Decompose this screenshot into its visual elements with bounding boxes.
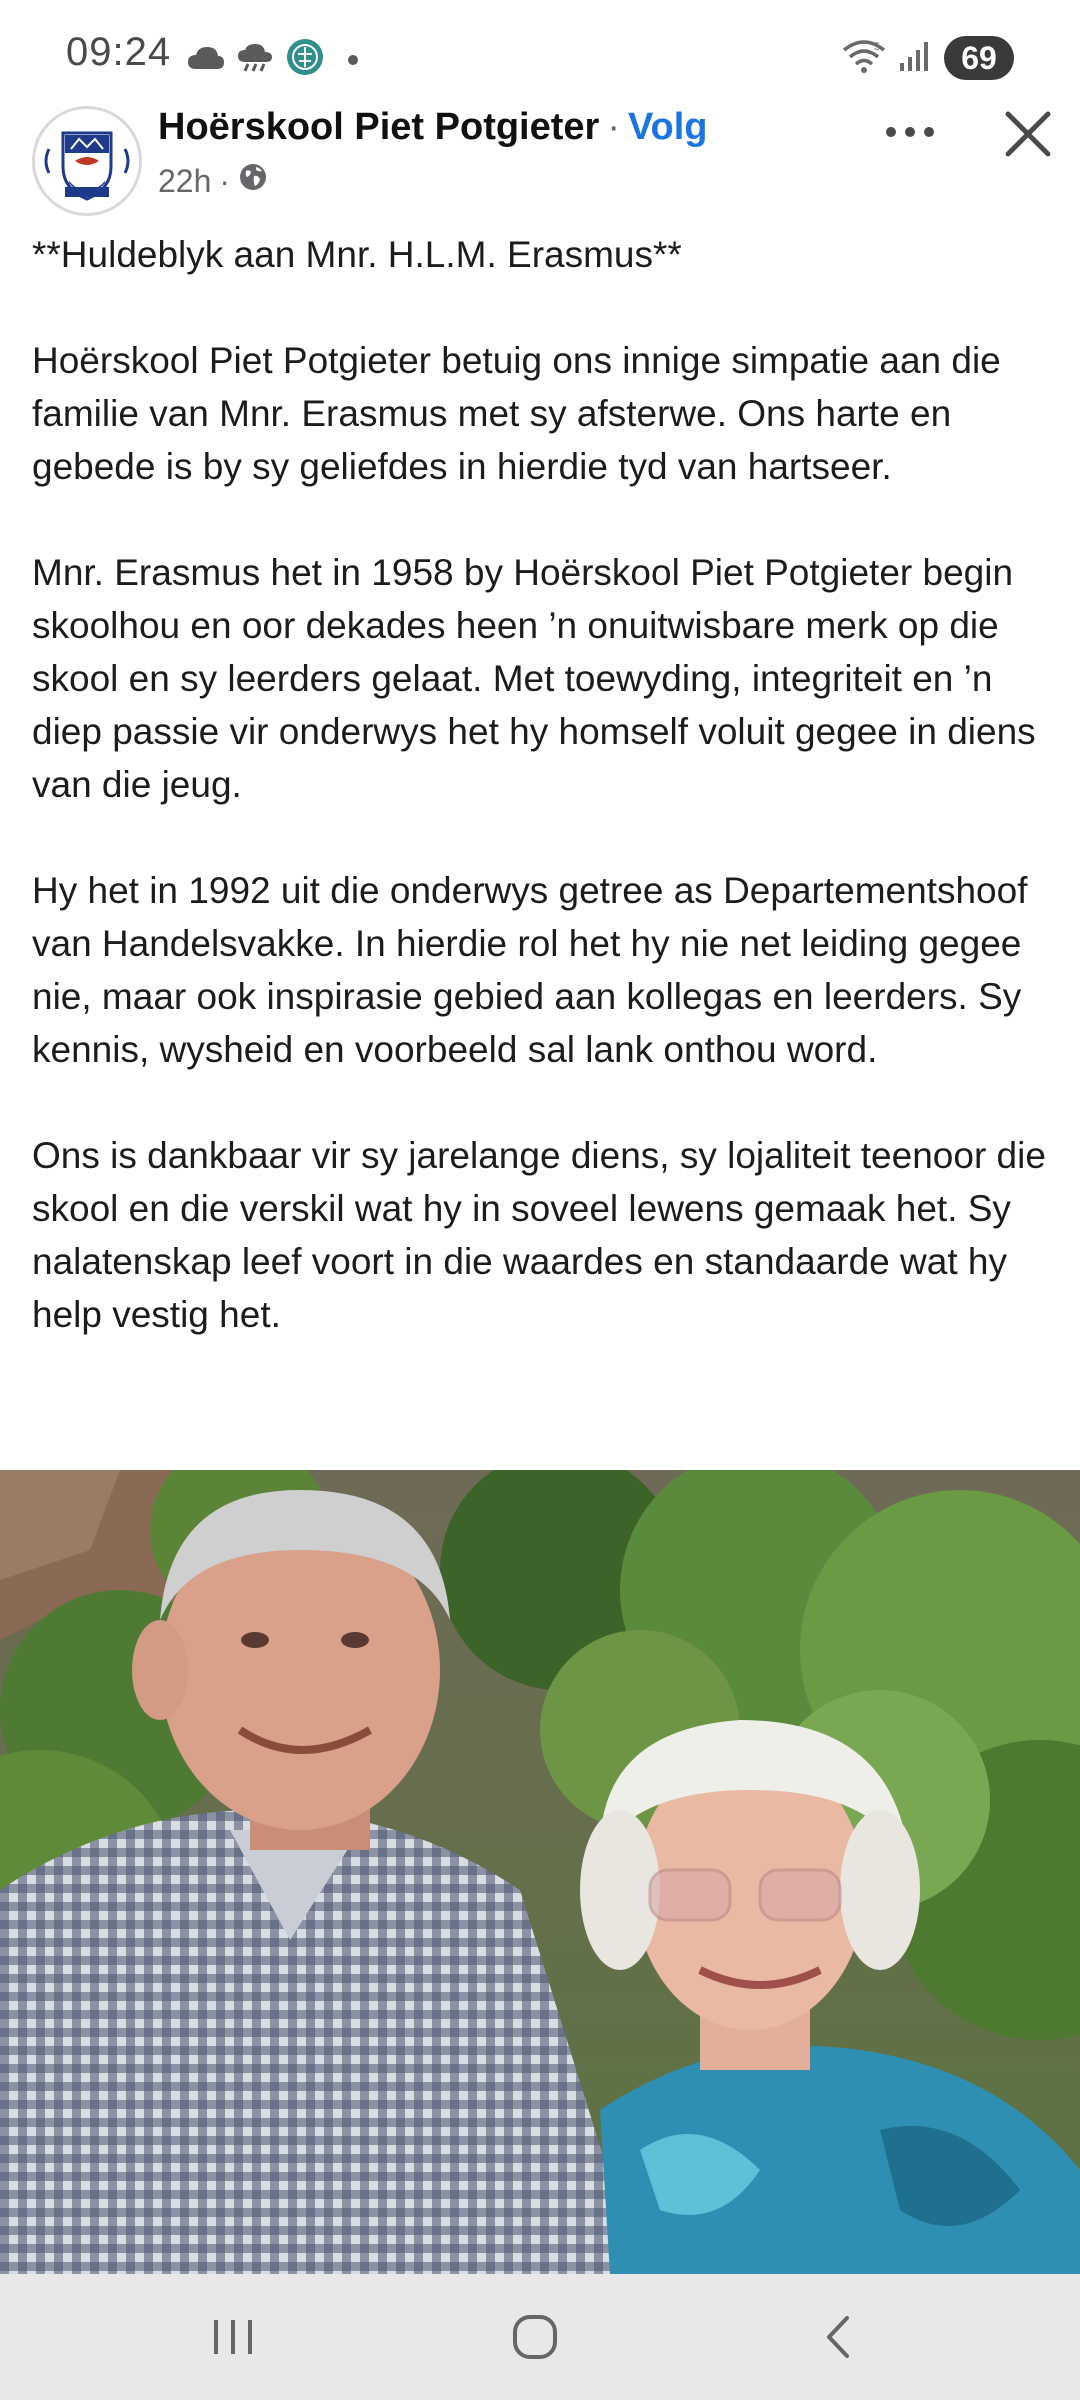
post-meta xyxy=(158,162,268,200)
status-system-icons xyxy=(842,36,1014,80)
dot-icon xyxy=(348,55,358,65)
post-header xyxy=(0,102,1080,222)
name-separator: · xyxy=(607,106,620,148)
battery-icon: 69 xyxy=(944,36,1014,80)
status-bar xyxy=(0,0,1080,110)
post-text xyxy=(32,228,1062,1394)
follow-button[interactable]: Volg xyxy=(627,106,708,148)
post-photo[interactable] xyxy=(0,1470,1080,2274)
back-button[interactable] xyxy=(794,2302,884,2372)
page-name[interactable]: Hoërskool Piet Potgieter xyxy=(158,106,600,148)
close-icon xyxy=(1003,109,1053,159)
post-paragraph: Hy het in 1992 uit die onderwys getree as Departementshoof van Handelsvakke. In hierdie rol het hy nie net leiding gegee nie, maar ook inspirasie gebied aan kollegas en leerders. Sy kennis, wysheid en voorbeeld sal lank onthou word. xyxy=(32,870,1028,1070)
globe-icon xyxy=(238,162,268,200)
meta-separator: · xyxy=(219,162,231,199)
page-name-row xyxy=(158,106,708,149)
home-icon xyxy=(510,2312,560,2362)
post-paragraph: Ons is dankbaar vir sy jarelange diens, sy lojaliteit teenoor die skool en die verskil wat hy in soveel lewens gemaak het. Sy nalatenskap leef voort in die waardes en standaarde wat hy help vestig het. xyxy=(32,1135,1046,1335)
app-notification-icon xyxy=(286,38,324,81)
cloud-icon xyxy=(186,43,226,76)
wifi-icon xyxy=(842,38,886,79)
cloudy-rain-icon xyxy=(236,42,276,77)
system-nav-bar xyxy=(0,2274,1080,2400)
post-heading: **Huldeblyk aan Mnr. H.L.M. Erasmus** xyxy=(32,234,682,275)
post-paragraph: Mnr. Erasmus het in 1958 by Hoërskool Piet Potgieter begin skoolhou en oor dekades heen ’n onuitwisbare merk op die skool en sy leerders gelaat. Met toewyding, integriteit en ’n diep passie vir onderwys het hy homself voluit gegee in diens van die jeug. xyxy=(32,552,1036,805)
recent-apps-button[interactable] xyxy=(188,2302,278,2372)
recent-apps-icon xyxy=(208,2314,258,2360)
more-options-button[interactable] xyxy=(880,108,940,156)
more-icon xyxy=(884,125,936,139)
signal-icon xyxy=(898,39,932,78)
close-button[interactable] xyxy=(996,102,1060,166)
photo-elderly-couple xyxy=(0,1470,1080,2274)
status-time: 09:24 xyxy=(66,30,172,74)
avatar[interactable] xyxy=(32,106,142,216)
back-icon xyxy=(819,2312,859,2362)
status-notification-icons xyxy=(186,38,358,81)
post-time[interactable]: 22h xyxy=(158,162,212,199)
post-paragraph: Hoërskool Piet Potgieter betuig ons innige simpatie aan die familie van Mnr. Erasmus met sy afsterwe. Ons harte en gebede is by sy geliefdes in hierdie tyd van hartseer. xyxy=(32,340,1001,487)
school-crest-icon xyxy=(35,109,139,213)
home-button[interactable] xyxy=(490,2302,580,2372)
svg-text:5: 5 xyxy=(874,40,881,53)
